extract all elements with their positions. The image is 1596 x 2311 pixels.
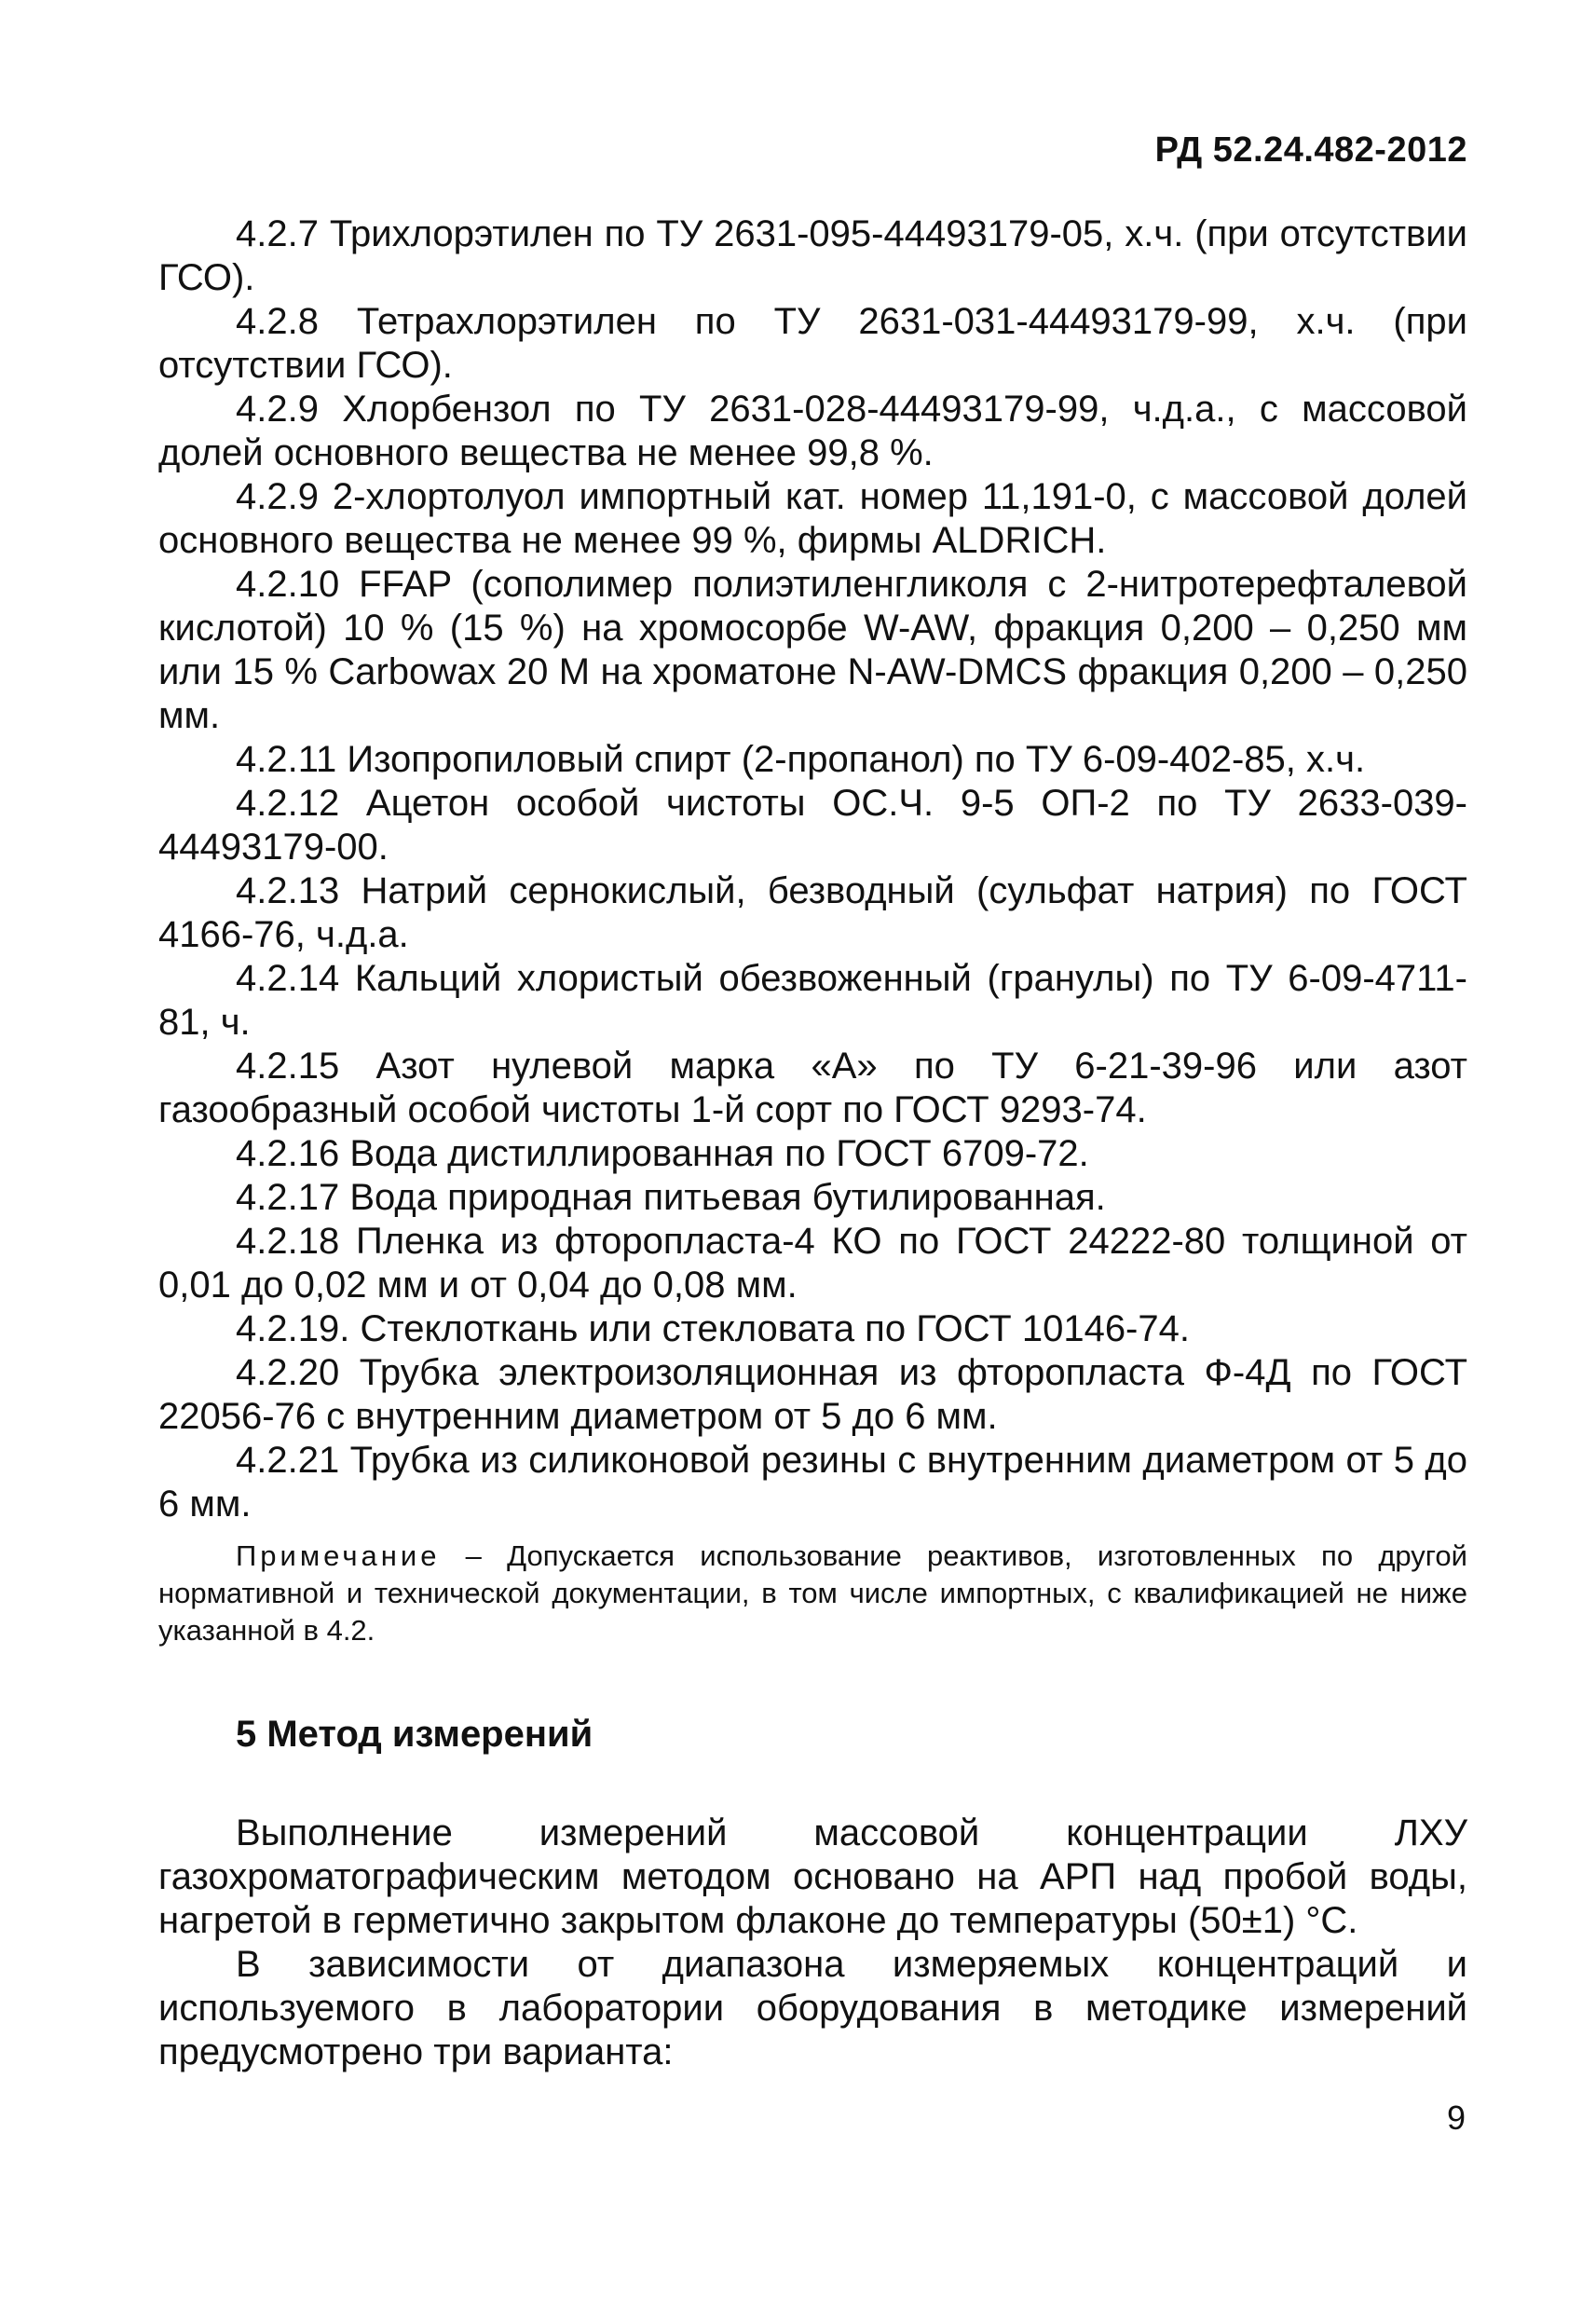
list-item: 4.2.11 Изопропиловый спирт (2-пропанол) по ТУ 6-09-402-85, х.ч.	[236, 739, 1366, 780]
list-item: 4.2.9 Хлорбензол по ТУ 2631-028-44493179-99, ч.д.а., с массовой долей основного вещества не менее 99,8 %.	[158, 389, 1467, 473]
list-item: 4.2.16 Вода дистиллированная по ГОСТ 6709-72.	[236, 1133, 1089, 1174]
section-heading: 5 Метод измерений	[236, 1714, 593, 1755]
note-text: – Допускается использование реактивов, изготовленных по другой нормативной и технической документации, в том числе импортных, с квалификацией не ниже указанной в 4.2.	[158, 1539, 1467, 1647]
section-paragraph: В зависимости от диапазона измеряемых концентраций и используемого в лаборатории оборудования в методике измерений предусмотрено три варианта:	[158, 1944, 1467, 2072]
list-item: 4.2.19. Стеклоткань или стекловата по ГОСТ 10146-74.	[236, 1308, 1190, 1349]
list-item: 4.2.21 Трубка из силиконовой резины с внутренним диаметром от 5 до 6 мм.	[158, 1440, 1467, 1525]
list-item: 4.2.17 Вода природная питьевая бутилированная.	[236, 1177, 1106, 1218]
page-number: 9	[1446, 2099, 1466, 2137]
document-code: РД 52.24.482-2012	[1154, 130, 1467, 170]
list-item: 4.2.12 Ацетон особой чистоты ОС.Ч. 9-5 ОП-2 по ТУ 2633-039-44493179-00.	[158, 783, 1467, 868]
note	[158, 1538, 1467, 1649]
list-item: 4.2.13 Натрий сернокислый, безводный (сульфат натрия) по ГОСТ 4166-76, ч.д.а.	[158, 870, 1467, 955]
page-content	[158, 212, 1467, 2074]
list-item: 4.2.20 Трубка электроизоляционная из фторопласта Ф-4Д по ГОСТ 22056-76 с внутренним диаметром от 5 до 6 мм.	[158, 1352, 1467, 1437]
list-item: 4.2.8 Тетрахлорэтилен по ТУ 2631-031-44493179-99, х.ч. (при отсутствии ГСО).	[158, 301, 1467, 386]
list-item: 4.2.7 Трихлорэтилен по ТУ 2631-095-44493179-05, х.ч. (при отсутствии ГСО).	[158, 213, 1467, 298]
note-label: Примечание	[236, 1539, 441, 1572]
section-paragraph: Выполнение измерений массовой концентрации ЛХУ газохроматографическим методом основано на АРП над пробой воды, нагретой в герметично закрытом флаконе до температуры (50±1) °С.	[158, 1812, 1467, 1941]
list-item: 4.2.14 Кальций хлористый обезвоженный (гранулы) по ТУ 6-09-4711-81, ч.	[158, 958, 1467, 1043]
list-item: 4.2.15 Азот нулевой марка «А» по ТУ 6-21-39-96 или азот газообразный особой чистоты 1-й сорт по ГОСТ 9293-74.	[158, 1046, 1467, 1130]
list-item: 4.2.18 Пленка из фторопласта-4 КО по ГОСТ 24222-80 толщиной от 0,01 до 0,02 мм и от 0,04 до 0,08 мм.	[158, 1221, 1467, 1306]
list-item: 4.2.10 FFAP (сополимер полиэтиленгликоля с 2-нитротерефталевой кислотой) 10 % (15 %) на хромосорбе W-AW, фракция 0,200 – 0,250 мм или 15 % Carbowax 20 M на хроматоне N-AW-DMCS фракция 0,200 – 0,250 мм.	[158, 564, 1467, 736]
list-item: 4.2.9 2-хлортолуол импортный кат. номер 11,191-0, с массовой долей основного вещества не менее 99 %, фирмы ALDRICH.	[158, 476, 1467, 561]
